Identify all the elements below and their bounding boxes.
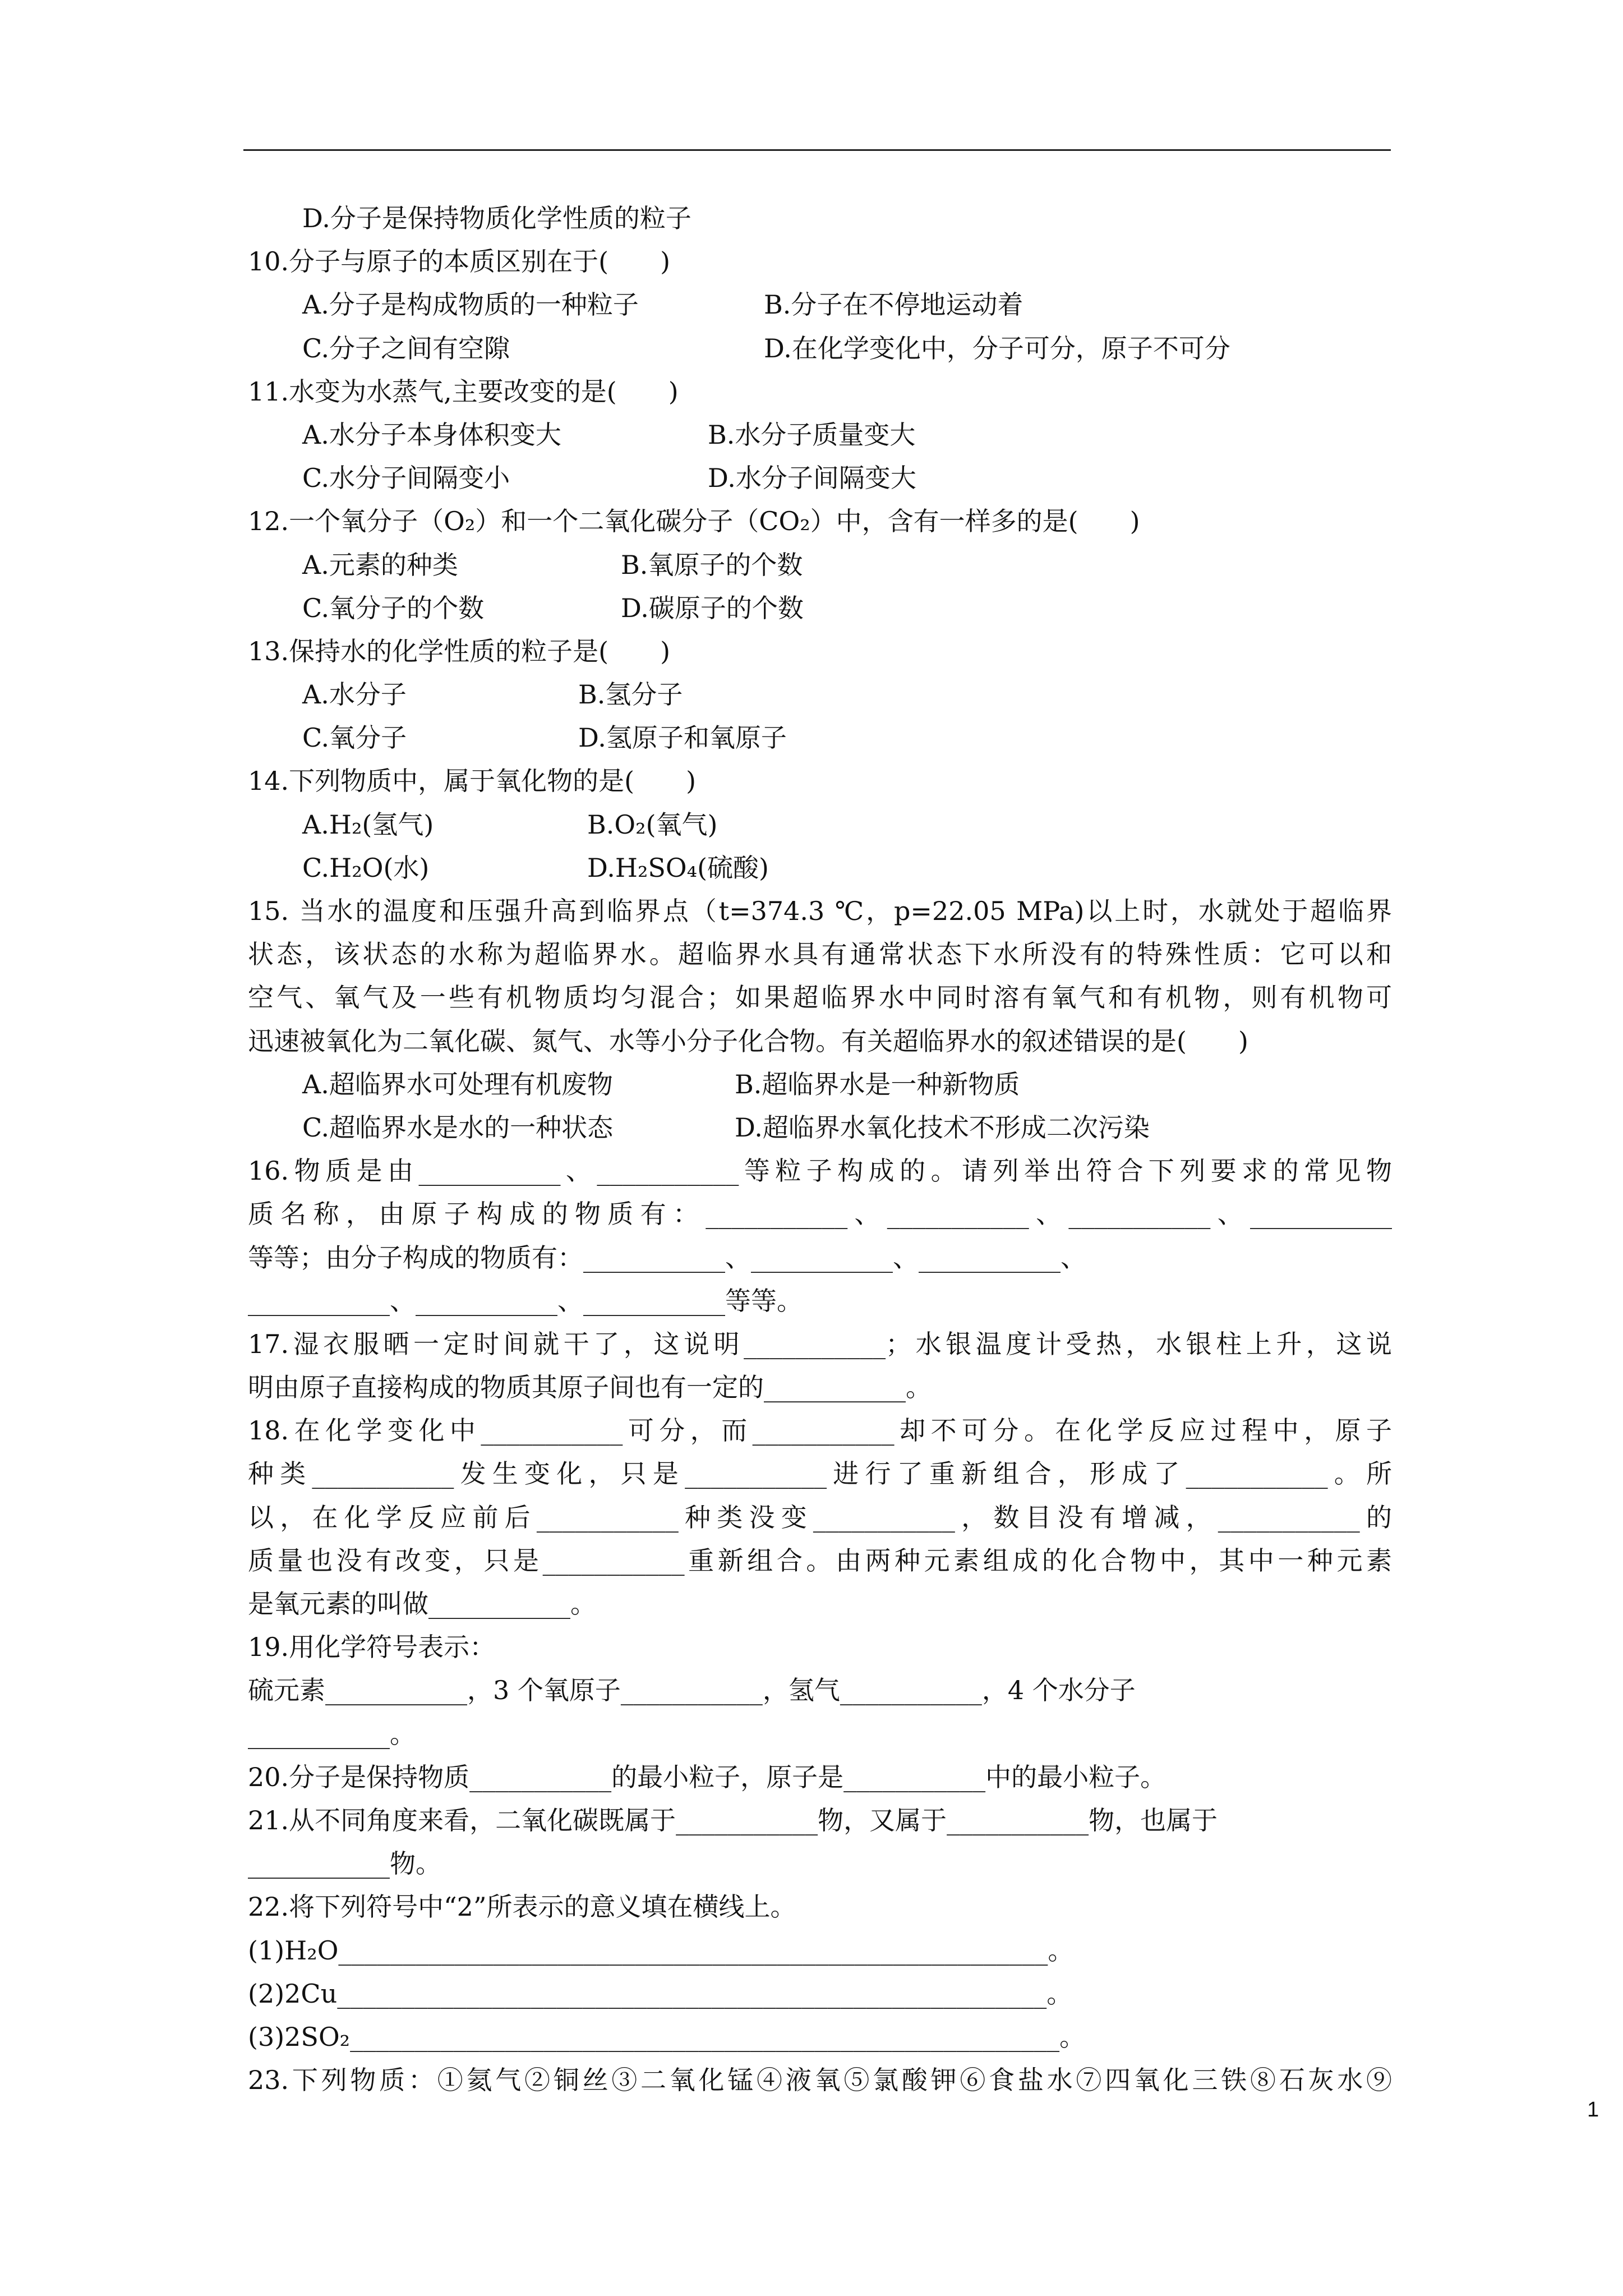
document-body — [248, 197, 1392, 2102]
text-line: 是氧元素的叫做___________。 — [248, 1589, 596, 1619]
text-line: 11.水变为水蒸气,主要改变的是( ) — [248, 376, 679, 407]
text-line: 15. 当水的温度和压强升高到临界点（t=374.3 ℃，p=22.05 MPa)以上时，水就处于超临界 — [248, 896, 1392, 926]
text-line: 10.分子与原子的本质区别在于( ) — [248, 246, 671, 277]
option-right: B.超临界水是一种新物质 — [735, 1069, 1020, 1099]
option-right: D.氢原子和氧原子 — [578, 723, 787, 753]
answer-options-line — [248, 327, 1392, 370]
option-left: C.氧分子的个数 — [302, 592, 485, 623]
answer-options-line — [248, 457, 1392, 500]
answer-options-line — [248, 716, 1392, 760]
text-line: (2)2Cu_______________________________________________________。 — [248, 1978, 1073, 2009]
option-left: A.H₂(氢气) — [302, 809, 434, 840]
option-left: A.水分子本身体积变大 — [302, 419, 561, 450]
text-line: 22.将下列符号中“2”所表示的意义填在横线上。 — [248, 1892, 796, 1922]
text-line: D.分子是保持物质化学性质的粒子 — [302, 203, 691, 233]
option-left: A.水分子 — [302, 679, 407, 710]
answer-options-line — [248, 1106, 1392, 1149]
option-left: C.氧分子 — [302, 723, 407, 753]
answer-options-line — [248, 283, 1392, 326]
answer-options-line — [248, 846, 1392, 890]
option-right: D.超临界水氧化技术不形成二次污染 — [735, 1112, 1150, 1143]
text-line: (1)H₂O_______________________________________________________。 — [248, 1935, 1074, 1966]
option-right: D.在化学变化中，分子可分，原子不可分 — [764, 333, 1230, 364]
text-line: (3)2SO₂_______________________________________________________。 — [248, 2021, 1086, 2052]
text-line: 状态，该状态的水称为超临界水。超临界水具有通常状态下水所没有的特殊性质：它可以和 — [248, 939, 1392, 970]
text-line: 13.保持水的化学性质的粒子是( ) — [248, 636, 671, 666]
answer-options-line — [248, 1063, 1392, 1106]
option-right: D.碳原子的个数 — [621, 592, 804, 623]
option-right: B.分子在不停地运动着 — [764, 289, 1023, 320]
text-line: 迅速被氧化为二氧化碳、氮气、水等小分子化合物。有关超临界水的叙述错误的是( ) — [248, 1025, 1248, 1056]
text-line: 质名称，由原子构成的物质有：___________、___________、___________、___________ — [248, 1199, 1392, 1230]
answer-options-line — [248, 673, 1392, 716]
option-right: D.水分子间隔变大 — [708, 463, 916, 494]
option-right: D.H₂SO₄(硫酸) — [587, 852, 769, 883]
text-line: ___________物。 — [248, 1848, 441, 1879]
text-line: 种类___________发生变化，只是___________进行了重新组合，形成了___________。所 — [248, 1458, 1392, 1489]
text-line: ___________、___________、___________等等。 — [248, 1285, 803, 1316]
page-number: 1 — [1587, 2098, 1599, 2122]
option-left: C.水分子间隔变小 — [302, 463, 510, 494]
text-line: 14.下列物质中，属于氧化物的是( ) — [248, 766, 697, 797]
text-line: ___________。 — [248, 1718, 416, 1749]
text-line: 19.用化学符号表示： — [248, 1632, 496, 1663]
text-line: 17.湿衣服晒一定时间就干了，这说明___________；水银温度计受热，水银柱上升，这说 — [248, 1328, 1392, 1359]
answer-options-line — [248, 544, 1392, 587]
option-left: A.分子是构成物质的一种粒子 — [302, 289, 639, 320]
option-right: B.氢分子 — [578, 679, 683, 710]
text-line: 等等；由分子构成的物质有：___________、___________、___________、 — [248, 1242, 1086, 1273]
text-line: 23.下列物质：①氦气②铜丝③二氧化锰④液氧⑤氯酸钾⑥食盐水⑦四氧化三铁⑧石灰水⑨ — [248, 2065, 1392, 2096]
option-left: A.超临界水可处理有机废物 — [302, 1069, 613, 1099]
option-left: A.元素的种类 — [302, 549, 458, 580]
text-line: 明由原子直接构成的物质其原子间也有一定的___________。 — [248, 1372, 932, 1403]
option-right: B.氧原子的个数 — [621, 549, 803, 580]
text-line: 质量也没有改变，只是___________重新组合。由两种元素组成的化合物中，其中一种元素 — [248, 1545, 1392, 1576]
text-line: 以，在化学反应前后___________种类没变___________，数目没有增减，___________的 — [248, 1502, 1392, 1533]
text-line: 空气、氧气及一些有机物质均匀混合；如果超临界水中同时溶有氧气和有机物，则有机物可 — [248, 982, 1392, 1013]
text-line: 21.从不同角度来看，二氧化碳既属于___________物，又属于___________物，也属于 — [248, 1805, 1218, 1835]
answer-options-line — [248, 587, 1392, 630]
answer-options-line — [248, 413, 1392, 457]
text-line: 硫元素___________，3 个氧原子___________，氢气___________，4 个水分子 — [248, 1675, 1136, 1706]
text-line: 12.一个氧分子（O₂）和一个二氧化碳分子（CO₂）中，含有一样多的是( ) — [248, 506, 1140, 537]
text-line: 18.在化学变化中___________可分，而___________却不可分。在化学反应过程中，原子 — [248, 1415, 1392, 1446]
option-left: C.分子之间有空隙 — [302, 333, 510, 364]
header-rule — [243, 149, 1391, 151]
option-left: C.H₂O(水) — [302, 852, 430, 883]
answer-options-line — [248, 803, 1392, 846]
option-left: C.超临界水是水的一种状态 — [302, 1112, 614, 1143]
text-line: 16.物质是由___________、___________等粒子构成的。请列举出符合下列要求的常见物 — [248, 1156, 1392, 1186]
option-right: B.水分子质量变大 — [708, 419, 916, 450]
option-right: B.O₂(氧气) — [587, 809, 718, 840]
text-line: 20.分子是保持物质___________的最小粒子，原子是___________中的最小粒子。 — [248, 1761, 1166, 1792]
